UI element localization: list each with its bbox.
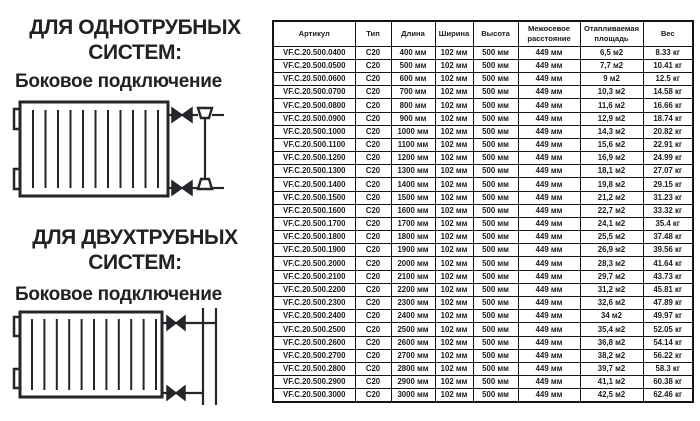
table-cell: 500 мм	[473, 217, 518, 230]
table-cell: VF.C.20.500.0400	[273, 46, 355, 59]
table-row	[273, 389, 693, 403]
table-cell: 449 мм	[518, 59, 580, 72]
table-cell: 449 мм	[518, 389, 580, 403]
table-cell: 500 мм	[473, 191, 518, 204]
two-pipe-heading-line2: СИСТЕМ:	[88, 251, 182, 275]
table-row	[273, 204, 693, 217]
table-cell: 102 мм	[435, 152, 473, 165]
radiator-two-pipe-diagram	[6, 306, 236, 408]
table-cell: 49.97 кг	[643, 310, 693, 323]
table-cell: VF.C.20.500.1000	[273, 125, 355, 138]
table-row	[273, 217, 693, 230]
table-cell: C20	[355, 191, 391, 204]
table-cell: 449 мм	[518, 257, 580, 270]
table-cell: 449 мм	[518, 191, 580, 204]
table-cell: 9 м2	[580, 73, 643, 86]
table-cell: 12,9 м2	[580, 112, 643, 125]
table-cell: 39,7 м2	[580, 362, 643, 375]
table-cell: 102 мм	[435, 349, 473, 362]
table-cell: 500 мм	[473, 204, 518, 217]
table-cell: 500 мм	[473, 323, 518, 336]
single-pipe-heading-line2: СИСТЕМ:	[88, 41, 182, 65]
table-cell: C20	[355, 152, 391, 165]
valve-icon	[172, 108, 192, 122]
table-cell: 500 мм	[473, 310, 518, 323]
table-cell: 102 мм	[435, 59, 473, 72]
table-cell: VF.C.20.500.1300	[273, 165, 355, 178]
table-cell: 449 мм	[518, 73, 580, 86]
table-cell: C20	[355, 362, 391, 375]
table-cell: VF.C.20.500.2300	[273, 296, 355, 309]
table-cell: 449 мм	[518, 376, 580, 389]
table-cell: 1600 мм	[391, 204, 435, 217]
table-cell: 18.74 кг	[643, 112, 693, 125]
table-cell: 449 мм	[518, 165, 580, 178]
table-cell: 500 мм	[473, 231, 518, 244]
table-cell: 102 мм	[435, 46, 473, 59]
table-row	[273, 46, 693, 59]
table-cell: 102 мм	[435, 86, 473, 99]
table-cell: 33.32 кг	[643, 204, 693, 217]
table-cell: C20	[355, 336, 391, 349]
table-cell: VF.C.20.500.1700	[273, 217, 355, 230]
table-cell: C20	[355, 231, 391, 244]
table-cell: C20	[355, 310, 391, 323]
two-pipe-heading-line1: ДЛЯ ДВУХТРУБНЫХ	[32, 226, 238, 249]
table-cell: 500 мм	[473, 152, 518, 165]
table-cell: C20	[355, 257, 391, 270]
table-row	[273, 191, 693, 204]
table-cell: 449 мм	[518, 86, 580, 99]
table-cell: 21,2 м2	[580, 191, 643, 204]
table-cell: 22,7 м2	[580, 204, 643, 217]
table-cell: 449 мм	[518, 178, 580, 191]
valve-icon	[167, 386, 185, 400]
table-cell: 15,6 м2	[580, 138, 643, 151]
table-cell: VF.C.20.500.2600	[273, 336, 355, 349]
col-header-length: Длина	[391, 21, 435, 46]
table-cell: 2800 мм	[391, 362, 435, 375]
table-cell: C20	[355, 204, 391, 217]
table-cell: 449 мм	[518, 362, 580, 375]
table-cell: C20	[355, 46, 391, 59]
spec-table-container	[272, 20, 692, 403]
table-row	[273, 257, 693, 270]
table-cell: 2700 мм	[391, 349, 435, 362]
table-cell: 10,3 м2	[580, 86, 643, 99]
table-cell: 22.91 кг	[643, 138, 693, 151]
table-cell: 2400 мм	[391, 310, 435, 323]
table-cell: 56.22 кг	[643, 349, 693, 362]
table-cell: 102 мм	[435, 165, 473, 178]
table-cell: 102 мм	[435, 336, 473, 349]
table-cell: 37.48 кг	[643, 231, 693, 244]
table-row	[273, 112, 693, 125]
table-cell: 1400 мм	[391, 178, 435, 191]
table-cell: VF.C.20.500.0500	[273, 59, 355, 72]
table-cell: 19,8 м2	[580, 178, 643, 191]
table-cell: 449 мм	[518, 349, 580, 362]
table-cell: 500 мм	[473, 244, 518, 257]
table-cell: VF.C.20.500.1400	[273, 178, 355, 191]
table-cell: 29,7 м2	[580, 270, 643, 283]
table-row	[273, 362, 693, 375]
table-cell: 500 мм	[473, 178, 518, 191]
table-cell: 31.23 кг	[643, 191, 693, 204]
table-cell: VF.C.20.500.1800	[273, 231, 355, 244]
table-cell: VF.C.20.500.2700	[273, 349, 355, 362]
table-cell: VF.C.20.500.3000	[273, 389, 355, 403]
table-cell: 2200 мм	[391, 283, 435, 296]
table-cell: 500 мм	[473, 270, 518, 283]
table-cell: 12.5 кг	[643, 73, 693, 86]
table-cell: 500 мм	[473, 125, 518, 138]
table-cell: 102 мм	[435, 283, 473, 296]
table-cell: 102 мм	[435, 73, 473, 86]
table-cell: 449 мм	[518, 46, 580, 59]
table-cell: C20	[355, 349, 391, 362]
table-cell: VF.C.20.500.2900	[273, 376, 355, 389]
table-cell: 2900 мм	[391, 376, 435, 389]
table-cell: 102 мм	[435, 217, 473, 230]
table-cell: VF.C.20.500.1100	[273, 138, 355, 151]
table-cell: 449 мм	[518, 270, 580, 283]
table-cell: C20	[355, 165, 391, 178]
table-row	[273, 231, 693, 244]
table-cell: 500 мм	[473, 296, 518, 309]
table-cell: 20.82 кг	[643, 125, 693, 138]
union-icon	[198, 179, 212, 189]
table-cell: C20	[355, 389, 391, 403]
table-cell: 500 мм	[391, 59, 435, 72]
table-cell: 1200 мм	[391, 152, 435, 165]
table-cell: 102 мм	[435, 323, 473, 336]
table-cell: 700 мм	[391, 86, 435, 99]
table-cell: C20	[355, 125, 391, 138]
table-row	[273, 336, 693, 349]
table-cell: C20	[355, 138, 391, 151]
table-cell: VF.C.20.500.0900	[273, 112, 355, 125]
table-cell: 449 мм	[518, 112, 580, 125]
table-cell: 500 мм	[473, 349, 518, 362]
table-row	[273, 244, 693, 257]
table-cell: 1800 мм	[391, 231, 435, 244]
table-cell: VF.C.20.500.2800	[273, 362, 355, 375]
table-cell: 42,5 м2	[580, 389, 643, 403]
table-cell: C20	[355, 178, 391, 191]
table-header-row	[273, 21, 693, 46]
table-row	[273, 376, 693, 389]
table-cell: 102 мм	[435, 191, 473, 204]
table-cell: 52.05 кг	[643, 323, 693, 336]
radiator-single-pipe-diagram	[6, 97, 236, 201]
table-cell: 102 мм	[435, 362, 473, 375]
table-cell: 41,1 м2	[580, 376, 643, 389]
table-cell: 1500 мм	[391, 191, 435, 204]
table-cell: 7,7 м2	[580, 59, 643, 72]
table-cell: VF.C.20.500.2500	[273, 323, 355, 336]
table-cell: 3000 мм	[391, 389, 435, 403]
table-row	[273, 99, 693, 112]
table-cell: 6,5 м2	[580, 46, 643, 59]
table-cell: 14.58 кг	[643, 86, 693, 99]
table-row	[273, 349, 693, 362]
table-row	[273, 86, 693, 99]
table-cell: 1000 мм	[391, 125, 435, 138]
table-cell: 26,9 м2	[580, 244, 643, 257]
table-cell: 58.3 кг	[643, 362, 693, 375]
table-cell: VF.C.20.500.2200	[273, 283, 355, 296]
table-cell: 449 мм	[518, 99, 580, 112]
table-cell: 102 мм	[435, 231, 473, 244]
table-cell: 449 мм	[518, 204, 580, 217]
table-cell: 60.38 кг	[643, 376, 693, 389]
table-cell: 449 мм	[518, 217, 580, 230]
table-cell: 2500 мм	[391, 323, 435, 336]
table-row	[273, 138, 693, 151]
two-pipe-subheading: Боковое подключение	[15, 284, 222, 305]
table-cell: C20	[355, 86, 391, 99]
valve-icon	[172, 181, 192, 195]
table-cell: 500 мм	[473, 99, 518, 112]
table-cell: 449 мм	[518, 310, 580, 323]
table-cell: 39.56 кг	[643, 244, 693, 257]
table-cell: 800 мм	[391, 99, 435, 112]
table-cell: 500 мм	[473, 138, 518, 151]
table-cell: 1900 мм	[391, 244, 435, 257]
table-cell: VF.C.20.500.2100	[273, 270, 355, 283]
table-row	[273, 59, 693, 72]
two-pipe-heading	[4, 225, 266, 275]
table-cell: 500 мм	[473, 59, 518, 72]
table-cell: 31,2 м2	[580, 283, 643, 296]
table-cell: 24.99 кг	[643, 152, 693, 165]
col-header-article: Артикул	[273, 21, 355, 46]
table-cell: 900 мм	[391, 112, 435, 125]
single-pipe-subheading: Боковое подключение	[15, 71, 222, 92]
table-cell: 16.66 кг	[643, 99, 693, 112]
table-cell: 102 мм	[435, 178, 473, 191]
table-cell: 400 мм	[391, 46, 435, 59]
table-cell: 25,5 м2	[580, 231, 643, 244]
table-cell: 1300 мм	[391, 165, 435, 178]
table-cell: 102 мм	[435, 138, 473, 151]
table-cell: 500 мм	[473, 46, 518, 59]
table-cell: VF.C.20.500.0600	[273, 73, 355, 86]
table-cell: 34 м2	[580, 310, 643, 323]
col-header-type: Тип	[355, 21, 391, 46]
table-cell: 102 мм	[435, 99, 473, 112]
table-cell: 47.89 кг	[643, 296, 693, 309]
radiator-body	[20, 312, 162, 397]
table-cell: C20	[355, 112, 391, 125]
table-cell: 102 мм	[435, 376, 473, 389]
table-row	[273, 310, 693, 323]
table-cell: VF.C.20.500.0800	[273, 99, 355, 112]
col-header-heated-area: Отапливаемая площадь	[580, 21, 643, 46]
table-row	[273, 296, 693, 309]
table-row	[273, 323, 693, 336]
table-cell: 38,2 м2	[580, 349, 643, 362]
table-row	[273, 165, 693, 178]
table-row	[273, 178, 693, 191]
table-cell: 102 мм	[435, 244, 473, 257]
table-cell: C20	[355, 283, 391, 296]
table-cell: 449 мм	[518, 125, 580, 138]
table-cell: 500 мм	[473, 376, 518, 389]
spec-table	[272, 20, 694, 403]
table-cell: VF.C.20.500.1500	[273, 191, 355, 204]
table-cell: VF.C.20.500.2400	[273, 310, 355, 323]
table-cell: 449 мм	[518, 138, 580, 151]
table-cell: C20	[355, 376, 391, 389]
table-cell: 102 мм	[435, 270, 473, 283]
table-cell: 600 мм	[391, 73, 435, 86]
table-cell: 43.73 кг	[643, 270, 693, 283]
table-cell: VF.C.20.500.1200	[273, 152, 355, 165]
table-cell: 2100 мм	[391, 270, 435, 283]
table-cell: 102 мм	[435, 257, 473, 270]
table-cell: 10.41 кг	[643, 59, 693, 72]
table-cell: 1700 мм	[391, 217, 435, 230]
table-cell: 54.14 кг	[643, 336, 693, 349]
table-cell: 35.4 кг	[643, 217, 693, 230]
table-cell: 449 мм	[518, 152, 580, 165]
table-cell: VF.C.20.500.1600	[273, 204, 355, 217]
table-cell: 28,3 м2	[580, 257, 643, 270]
table-cell: 8.33 кг	[643, 46, 693, 59]
table-cell: 2600 мм	[391, 336, 435, 349]
table-row	[273, 283, 693, 296]
table-cell: 1100 мм	[391, 138, 435, 151]
left-panel	[0, 0, 272, 421]
table-cell: 449 мм	[518, 296, 580, 309]
valve-icon	[167, 316, 185, 330]
table-cell: 449 мм	[518, 244, 580, 257]
table-cell: 500 мм	[473, 283, 518, 296]
single-pipe-heading	[4, 15, 266, 65]
col-header-weight: Вес	[643, 21, 693, 46]
table-cell: 102 мм	[435, 296, 473, 309]
table-row	[273, 125, 693, 138]
table-cell: C20	[355, 296, 391, 309]
single-pipe-heading-line1: ДЛЯ ОДНОТРУБНЫХ	[29, 16, 241, 39]
table-row	[273, 270, 693, 283]
table-cell: 35,4 м2	[580, 323, 643, 336]
table-cell: 2000 мм	[391, 257, 435, 270]
table-cell: C20	[355, 217, 391, 230]
table-cell: 500 мм	[473, 165, 518, 178]
col-header-axle-distance: Межосевое расстояние	[518, 21, 580, 46]
table-cell: VF.C.20.500.0700	[273, 86, 355, 99]
table-cell: 41.64 кг	[643, 257, 693, 270]
table-cell: 500 мм	[473, 86, 518, 99]
table-cell: 18,1 м2	[580, 165, 643, 178]
table-cell: 32,6 м2	[580, 296, 643, 309]
spec-table-body	[273, 46, 693, 402]
table-cell: 102 мм	[435, 112, 473, 125]
table-cell: VF.C.20.500.2000	[273, 257, 355, 270]
union-icon	[198, 108, 212, 118]
table-cell: 500 мм	[473, 73, 518, 86]
table-cell: 102 мм	[435, 204, 473, 217]
table-cell: 24,1 м2	[580, 217, 643, 230]
table-cell: 102 мм	[435, 389, 473, 403]
table-cell: 500 мм	[473, 112, 518, 125]
table-cell: 36,8 м2	[580, 336, 643, 349]
table-cell: 2300 мм	[391, 296, 435, 309]
table-cell: VF.C.20.500.1900	[273, 244, 355, 257]
table-cell: 500 мм	[473, 336, 518, 349]
table-cell: 500 мм	[473, 389, 518, 403]
table-cell: C20	[355, 323, 391, 336]
table-cell: 29.15 кг	[643, 178, 693, 191]
table-cell: 449 мм	[518, 283, 580, 296]
col-header-height: Высота	[473, 21, 518, 46]
table-cell: 500 мм	[473, 362, 518, 375]
table-cell: C20	[355, 99, 391, 112]
table-cell: 449 мм	[518, 336, 580, 349]
table-cell: 449 мм	[518, 323, 580, 336]
table-cell: 45.81 кг	[643, 283, 693, 296]
table-cell: C20	[355, 59, 391, 72]
table-cell: 16,9 м2	[580, 152, 643, 165]
table-cell: C20	[355, 270, 391, 283]
table-row	[273, 152, 693, 165]
table-cell: C20	[355, 244, 391, 257]
table-cell: 102 мм	[435, 310, 473, 323]
table-cell: 14,3 м2	[580, 125, 643, 138]
table-row	[273, 73, 693, 86]
table-cell: 102 мм	[435, 125, 473, 138]
table-cell: 11,6 м2	[580, 99, 643, 112]
table-cell: 62.46 кг	[643, 389, 693, 403]
table-cell: 449 мм	[518, 231, 580, 244]
col-header-width: Ширина	[435, 21, 473, 46]
table-cell: 27.07 кг	[643, 165, 693, 178]
table-cell: 500 мм	[473, 257, 518, 270]
table-cell: C20	[355, 73, 391, 86]
